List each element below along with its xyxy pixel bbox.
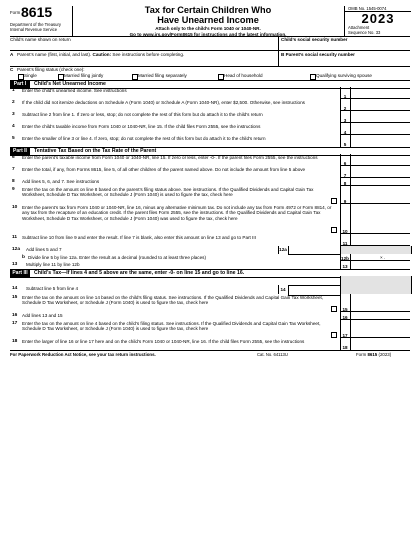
line-2-number: 2: [12, 100, 15, 105]
line-9-description: Enter the tax on the amount on line 8 based on the parent’s filing status above. See instructions. If the Qualified Dividends and Capital Gain Tax Worksheet, Schedule D Tax Worksheet, or Schedule J (Form 1040) is used to figure the tax, check here: [22, 187, 314, 198]
line-11-number: 11: [12, 235, 18, 240]
rule-line: [278, 246, 279, 254]
line-1-number: 1: [12, 88, 15, 93]
line-15-amount[interactable]: [350, 294, 410, 312]
line-18-box-number: 18: [342, 344, 348, 350]
form-title-line2: Have Unearned Income: [157, 14, 259, 25]
text: 8615: [367, 351, 378, 357]
shaded-cell: [340, 246, 412, 254]
rule-line: [340, 294, 341, 350]
shaded-cell: [340, 285, 412, 294]
department: Department of the Treasury: [10, 22, 61, 27]
child-name-label: Child’s name shown on return: [10, 37, 71, 42]
line-13-amount[interactable]: [350, 261, 410, 269]
rule-line: [278, 50, 279, 66]
form-id-block: [10, 6, 73, 36]
line-b-label: [281, 52, 355, 57]
footer-form-id: [356, 352, 391, 357]
line-9-amount[interactable]: [350, 186, 410, 204]
rule-line: [350, 154, 351, 246]
line-14-label: 14: [280, 287, 286, 292]
line-17-box-number: 17: [342, 332, 348, 338]
attach-note: Attach only to the child’s Form 1040 or 1040-NR.: [155, 26, 261, 32]
line-12a: [10, 246, 410, 254]
line-1-description: Enter the child’s unearned income. See instructions: [22, 88, 127, 93]
line-3-box-number: 3: [343, 117, 347, 123]
line-a-letter: A: [10, 52, 14, 57]
rule-line: [278, 36, 279, 50]
line-18-description: Enter the larger of line 16 or line 17 here and on the child’s Form 1040 or 1040-NR, line 16. If the child files Form 2555, see the instructions: [22, 339, 305, 344]
part-label: Part II: [10, 148, 30, 155]
line-c-letter: C: [10, 67, 14, 72]
line-12b-box-number: 12b: [341, 255, 349, 261]
child-name-field[interactable]: [10, 42, 278, 49]
line-4-box-number: 4: [343, 129, 347, 135]
omb-number: OMB No. 1545-0074: [345, 6, 411, 12]
text: Qualifying surviving spouse: [316, 73, 372, 78]
child-ssn-field[interactable]: [280, 42, 410, 49]
line-18-amount[interactable]: [350, 338, 410, 350]
line-11-box-number: 11: [342, 240, 348, 246]
text: Parent’s social security number: [285, 52, 355, 57]
line-13-number: 13: [12, 262, 18, 267]
line-6-number: 6: [12, 155, 15, 160]
line-1-box-number: 1: [343, 93, 347, 99]
rule-line: [340, 87, 341, 147]
irs: Internal Revenue Service: [10, 27, 58, 32]
line-16-number: 16: [12, 313, 18, 318]
line-3-number: 3: [12, 112, 15, 117]
rule-line: [340, 154, 341, 246]
line-4-description: Enter the child’s taxable income from Form 1040 or 1040-NR, line 15. If the child files Form 2555, see the instructions: [22, 124, 261, 129]
tax-year: 2023: [361, 11, 395, 26]
line-2-description: If the child did not itemize deductions on Schedule A (Form 1040) or Schedule A (Form 1040-NR), enter $2,500. Otherwise, see instructions: [22, 100, 305, 105]
line-15-number: 15: [12, 295, 18, 300]
child-ssn-label: Child’s social security number: [281, 37, 348, 42]
rule-line: [10, 50, 410, 51]
text: B: [281, 52, 285, 57]
sequence-number: Sequence No. 33: [348, 29, 381, 35]
rule-line: [350, 87, 351, 147]
part-label: Part I: [10, 81, 30, 88]
line-10-checkbox[interactable]: [331, 227, 337, 233]
form-8615: [10, 6, 410, 538]
line-10-box-number: 10: [342, 228, 348, 234]
line-16-box-number: 16: [342, 314, 348, 320]
line-8-box-number: 8: [343, 180, 347, 186]
omb-block: [344, 6, 411, 36]
text: (2023): [378, 351, 392, 357]
form-title-line1: Tax for Certain Children Who: [144, 5, 272, 15]
text: Head of household: [224, 73, 263, 78]
text: Parent’s name (first, initial, and last).: [17, 52, 92, 57]
part-title: Child’s Tax—If lines 4 and 5 above are the same, enter -0- on line 15 and go to line 16.: [34, 270, 245, 276]
line-7-description: Enter the total, if any, from Forms 8615, line 5, of all other children of the parent named above. Do not include the amount from line 5 above: [22, 167, 306, 172]
line-2-box-number: 2: [343, 105, 347, 111]
line-7-number: 7: [12, 167, 15, 172]
filing-status-options: [18, 73, 410, 79]
line-5-box-number: 5: [343, 141, 347, 147]
text: Married filing separately: [138, 73, 187, 78]
line-11-description: Subtract line 10 from line 9 and enter the result. If line 7 is blank, also enter this amount on line 13 and go to Part III: [22, 235, 256, 240]
part-label: Part III: [10, 270, 30, 277]
parent-name-field[interactable]: [10, 58, 278, 65]
line-12a-label: 12a: [279, 247, 287, 252]
line-17-amount[interactable]: [350, 320, 410, 338]
line-9-number: 9: [12, 187, 15, 192]
text: See instructions before completing.: [112, 52, 185, 57]
shaded-cell: [340, 276, 412, 285]
line-13-box-number: 13: [342, 263, 348, 269]
line-15-box-number: 15: [342, 306, 348, 312]
line-a-label: [17, 52, 184, 57]
line-5-amount[interactable]: [350, 135, 410, 147]
line-12b-description: Divide line 5 by line 12a. Enter the result as a decimal (rounded to at least three places): [28, 255, 206, 260]
line-14-number: 14: [12, 286, 18, 291]
line-6-box-number: 6: [343, 160, 347, 166]
text: Single: [24, 73, 37, 78]
text: Form: [356, 351, 367, 357]
line-7-box-number: 7: [343, 172, 347, 178]
goto-note: Go to www.irs.gov/Form8615 for instructions and the latest information.: [129, 31, 287, 37]
text: Married filing jointly: [64, 73, 104, 78]
line-3-description: Subtract line 2 from line 1. If zero or less, stop; do not complete the rest of this form but do attach it to the child’s return: [22, 112, 263, 117]
part-title: Tentative Tax Based on the Tax Rate of the Parent: [34, 148, 157, 154]
line-18-number: 18: [12, 339, 18, 344]
line-13-description: Multiply line 11 by line 12b: [26, 262, 80, 267]
attachment-label: Attachment: [348, 25, 370, 30]
line-6-description: Enter the parent’s taxable income from Form 1040 or 1040-NR, line 15. If zero or less, enter -0-. If the parent files Form 2555, see the instructions: [22, 155, 318, 160]
line-8-number: 8: [12, 179, 15, 184]
line-16-description: Add lines 13 and 15: [22, 313, 63, 318]
line-10-number: 10: [12, 205, 18, 210]
line-17-description: Enter the tax on the amount on line 4 based on the child’s filing status. See instructions. If the Qualified Dividends and Capital Gain Tax Worksheet, Schedule D Tax Worksheet, or Schedule J (Form 1040) is used to figure the tax, check here: [22, 321, 321, 332]
part-title: Child’s Net Unearned Income: [34, 81, 106, 87]
line-10-description: Enter the parent’s tax from Form 1040 or 1040-NR, line 16, minus any alternative minimum tax. Do not include any tax from Form 4972 or Form 8814, or any tax from the recapture of an education credit. If the parent files Form 2555, see the instructions. If the Qualified Dividends and Capital Gain Tax Worksheet, Schedule D Tax Worksheet, or Schedule J (Form 1040) was used to figure the tax, check here: [22, 205, 332, 221]
rule-line: [340, 254, 341, 269]
paperwork-notice: For Paperwork Reduction Act Notice, see your tax return instructions.: [10, 351, 156, 357]
line-17-number: 17: [12, 321, 18, 326]
text: Caution:: [92, 52, 112, 57]
line-14-description: Subtract line 5 from line 4: [26, 286, 79, 291]
line-12b-number: b: [22, 255, 25, 260]
rule-line: [278, 285, 279, 294]
line-5-description: Enter the smaller of line 3 or line 4. If zero, stop; do not complete the rest of this form but do attach it to the child’s return: [22, 136, 266, 141]
line-14-spacer: [10, 276, 410, 285]
line-12a-description: Add lines 5 and 7: [26, 247, 62, 252]
line-14: [10, 285, 410, 294]
line-15-description: Enter the tax on the amount on line 14 based on the child’s filing status. See instructions. If the Qualified Dividends and Capital Gain Tax Worksheet, Schedule D Tax Worksheet, or Schedule J (Form 1040) is used to figure the tax, check here: [22, 295, 324, 306]
parent-ssn-field[interactable]: [280, 58, 410, 65]
line-12b-label: × .: [380, 255, 386, 260]
rule-line: [350, 254, 351, 269]
form-word: Form: [10, 10, 21, 15]
line-8-description: Add lines 5, 6, and 7. See instructions: [22, 179, 100, 184]
line-9-box-number: 9: [343, 198, 347, 204]
filing-status-label: Parent’s filing status (check one):: [17, 67, 85, 72]
title-block: [72, 6, 344, 36]
catalog-number: Cat. No. 64113U: [257, 351, 288, 357]
rule-line: [350, 294, 351, 350]
line-12a-number: 12a: [12, 247, 21, 252]
form-number: 8615: [21, 4, 53, 20]
line-5-number: 5: [12, 136, 15, 141]
line-10-amount[interactable]: [350, 204, 410, 234]
line-4-number: 4: [12, 124, 15, 129]
